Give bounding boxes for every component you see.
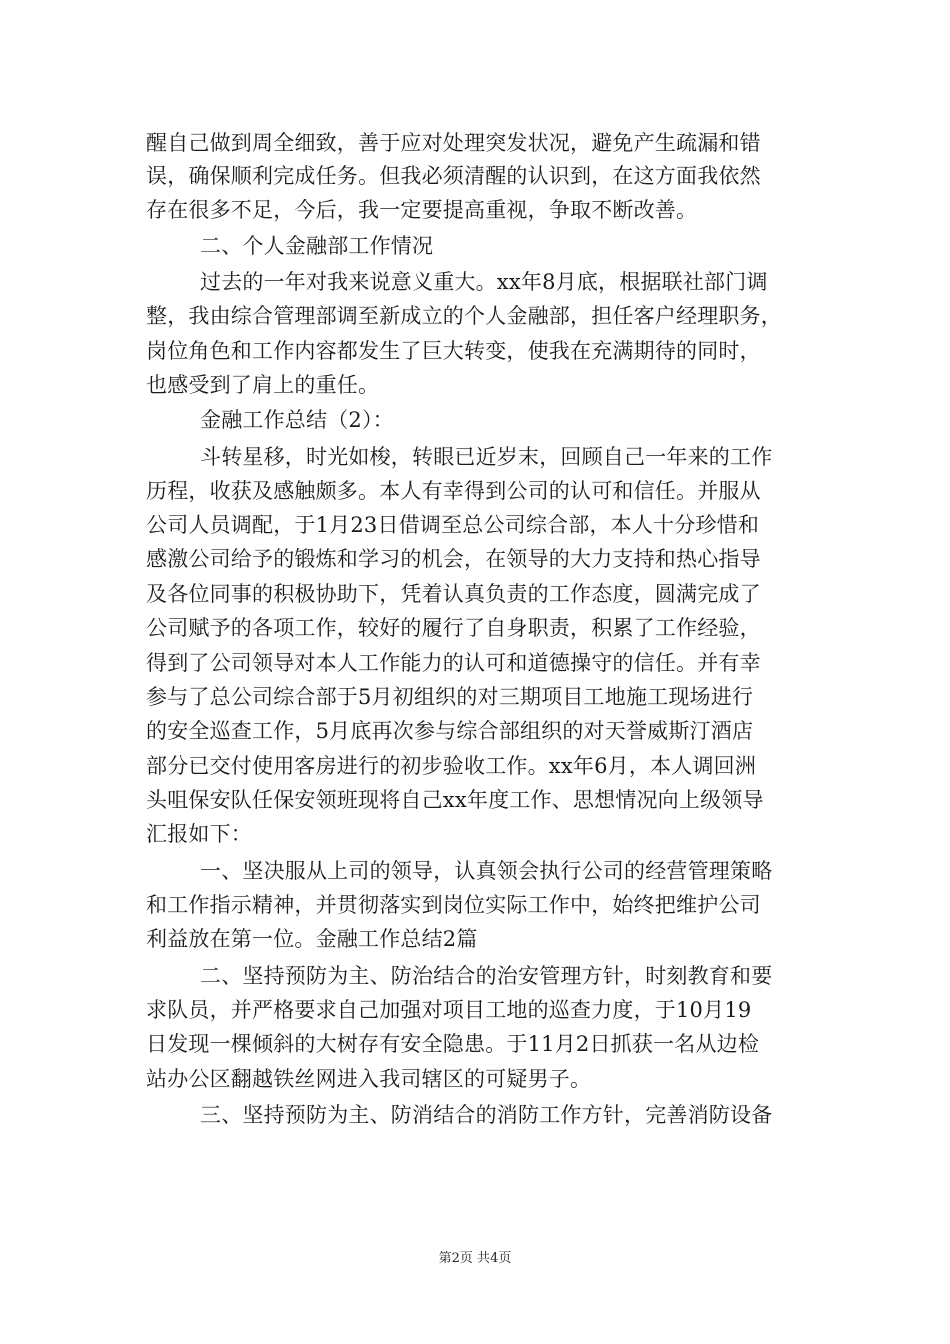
text-line: 站办公区翻越铁丝网进入我司辖区的可疑男子。 xyxy=(146,1067,592,1091)
text-line: 和工作指示精神，并贯彻落实到岗位实际工作中，始终把维护公司 xyxy=(146,893,761,917)
text-line: 醒自己做到周全细致，善于应对处理突发状况，避免产生疏漏和错 xyxy=(146,131,761,155)
text-line: 公司赋予的各项工作，较好的履行了自身职责，积累了工作经验， xyxy=(146,616,761,640)
total-pages-number: 4 xyxy=(490,1251,499,1266)
text-line: 及各位同事的积极协助下，凭着认真负责的工作态度，圆满完成了 xyxy=(146,582,761,606)
text-line: 参与了总公司综合部于5月初组织的对三期项目工地施工现场进行 xyxy=(146,685,754,709)
text-line: 利益放在第一位。金融工作总结2篇 xyxy=(146,927,478,951)
text-line: 二、坚持预防为主、防治结合的治安管理方针，时刻教育和要 xyxy=(200,964,773,988)
text-line: 求队员，并严格要求自己加强对项目工地的巡查力度，于10月19 xyxy=(146,998,752,1022)
footer-prefix: 第 xyxy=(438,1251,452,1266)
text-line: 感激公司给予的锻炼和学习的机会，在领导的大力支持和热心指导 xyxy=(146,547,761,571)
text-line: 整，我由综合管理部调至新成立的个人金融部，担任客户经理职务， xyxy=(146,304,782,328)
text-line: 一、坚决服从上司的领导，认真领会执行公司的经营管理策略 xyxy=(200,859,773,883)
text-line: 汇报如下： xyxy=(146,822,252,846)
text-line: 日发现一棵倾斜的大树存有安全隐患。于11月2日抓获一名从边检 xyxy=(146,1032,760,1056)
text-line: 得到了公司领导对本人工作能力的认可和道德操守的信任。并有幸 xyxy=(146,651,761,675)
text-line: 也感受到了肩上的重任。 xyxy=(146,373,380,397)
text-line: 过去的一年对我来说意义重大。xx年8月底，根据联社部门调 xyxy=(200,270,768,294)
text-line: 头咀保安队任保安领班现将自己xx年度工作、思想情况向上级领导 xyxy=(146,788,764,812)
text-line: 三、坚持预防为主、防消结合的消防工作方针，完善消防设备 xyxy=(200,1103,773,1127)
section-heading: 二、个人金融部工作情况 xyxy=(200,234,434,258)
text-line: 部分已交付使用客房进行的初步验收工作。xx年6月，本人调回洲 xyxy=(146,754,757,778)
text-line: 斗转星移，时光如梭，转眼已近岁末，回顾自己一年来的工作 xyxy=(200,445,773,469)
text-line: 岗位角色和工作内容都发生了巨大转变，使我在充满期待的同时， xyxy=(146,339,761,363)
page-number-footer xyxy=(0,1252,950,1265)
text-line: 的安全巡查工作，5月底再次参与综合部组织的对天誉威斯汀酒店 xyxy=(146,719,754,743)
current-page-number: 2 xyxy=(451,1251,460,1266)
text-line: 历程，收获及感触颇多。本人有幸得到公司的认可和信任。并服从 xyxy=(146,479,761,503)
text-line: 公司人员调配，于1月23日借调至总公司综合部，本人十分珍惜和 xyxy=(146,513,760,537)
text-line: 存在很多不足，今后，我一定要提高重视，争取不断改善。 xyxy=(146,198,698,222)
footer-suffix: 页 xyxy=(498,1251,512,1266)
footer-middle: 页 共 xyxy=(459,1251,491,1266)
section-heading: 金融工作总结（2）： xyxy=(200,408,394,432)
text-line: 误，确保顺利完成任务。但我必须清醒的认识到，在这方面我依然 xyxy=(146,164,761,188)
